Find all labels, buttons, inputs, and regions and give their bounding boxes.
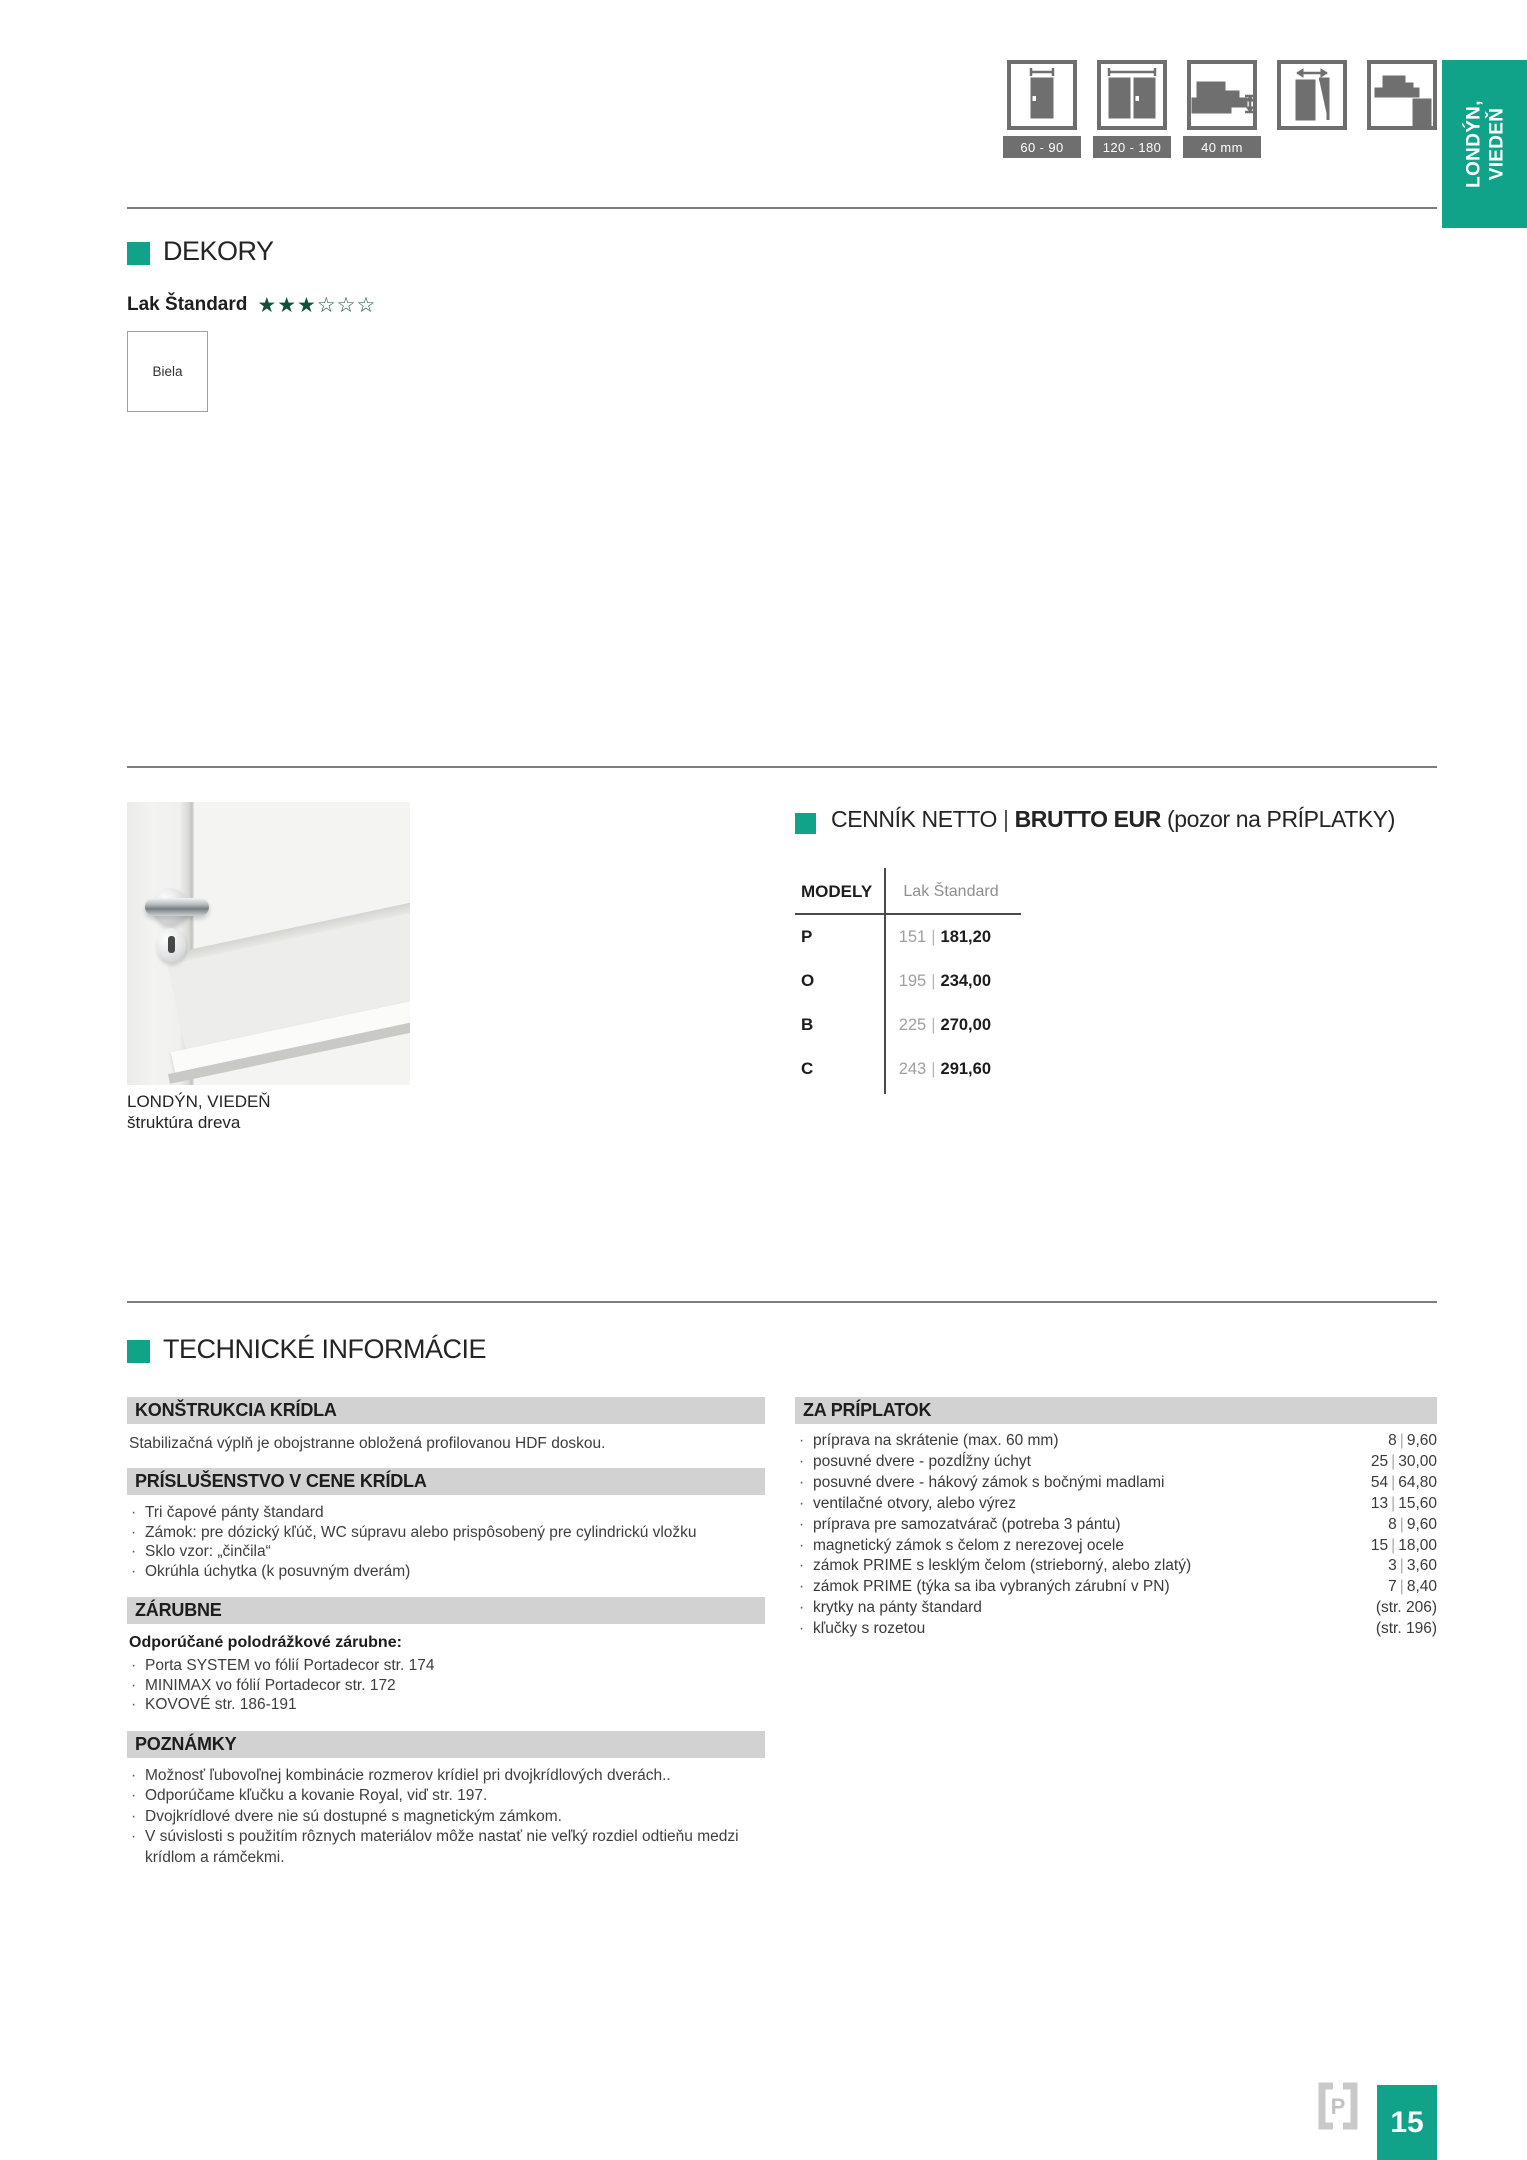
list-item-text: Sklo vzor: „činčila“ <box>145 1543 271 1560</box>
surcharge-price <box>1370 1598 1437 1619</box>
price-separator: | <box>931 928 936 946</box>
thickness-label <box>1183 136 1261 158</box>
bullet-dot: · <box>131 1504 137 1521</box>
bullet-dot: · <box>131 1543 137 1560</box>
brutto-value: 291,60 <box>940 1060 991 1078</box>
bullet-dot: · <box>131 1787 137 1804</box>
list-item <box>127 1523 765 1543</box>
price-table <box>795 868 1021 1098</box>
door-photo <box>127 802 410 1085</box>
brutto-value: 234,00 <box>940 972 991 990</box>
surcharge-row <box>795 1619 1437 1640</box>
surcharge-netto: 15 <box>1370 1536 1389 1554</box>
surcharge-price <box>1388 1431 1437 1452</box>
list-item-text: Tri čapové pánty štandard <box>145 1504 324 1521</box>
surcharge-row <box>795 1494 1437 1515</box>
collection-tab <box>1442 60 1527 228</box>
surcharge-price <box>1388 1577 1437 1598</box>
price-separator: | <box>1391 1536 1396 1554</box>
construction-heading: KONŠTRUKCIA KRÍDLA <box>127 1397 765 1424</box>
price-separator: | <box>1399 1557 1404 1575</box>
list-item <box>127 1766 765 1787</box>
color-swatch-biela <box>127 331 208 412</box>
single-door-width-icon <box>1007 60 1077 130</box>
surcharge-brutto: 8,40 <box>1406 1578 1437 1596</box>
surcharge-brutto: 3,60 <box>1406 1557 1437 1575</box>
list-item-text: KOVOVÉ str. 186-191 <box>145 1696 297 1713</box>
bullet-dot: · <box>799 1599 805 1617</box>
surcharge-netto: 25 <box>1370 1452 1389 1470</box>
surcharge-row <box>795 1452 1437 1473</box>
size-range-label <box>1093 136 1171 158</box>
thickness-text: 40 mm <box>1201 139 1243 155</box>
notes-list <box>127 1766 765 1869</box>
surcharge-label: krytky na pánty štandard <box>813 1599 982 1617</box>
surcharge-price <box>1388 1515 1437 1536</box>
frames-list <box>127 1656 765 1715</box>
brutto-value: 270,00 <box>940 1016 991 1034</box>
list-item <box>127 1562 765 1582</box>
surcharge-label: magnetický zámok s čelom z nerezovej ocele <box>813 1536 1124 1554</box>
surcharge-label: príprava na skrátenie (max. 60 mm) <box>813 1432 1059 1449</box>
size-range-text: 60 - 90 <box>1020 139 1064 155</box>
pricing-title-brutto: BRUTTO EUR <box>1014 806 1161 832</box>
list-item <box>127 1542 765 1562</box>
surcharge-label-wrap <box>795 1431 1059 1452</box>
size-range-label <box>1003 136 1081 158</box>
collection-tab-label <box>1442 60 1527 228</box>
keyhole <box>168 936 175 953</box>
list-item-text: Možnosť ľubovoľnej kombinácie rozmerov krídiel pri dvojkrídlových dverách.. <box>145 1766 671 1784</box>
accessories-list <box>127 1503 765 1581</box>
surcharge-label-wrap <box>795 1598 982 1619</box>
section-marker <box>127 1340 150 1363</box>
surcharge-row <box>795 1536 1437 1557</box>
surcharge-label: zámok PRIME s lesklým čelom (strieborný, alebo zlatý) <box>813 1557 1192 1575</box>
frames-heading: ZÁRUBNE <box>127 1597 765 1624</box>
sliding-door-icon <box>1277 60 1347 130</box>
surcharge-brutto: 9,60 <box>1406 1515 1437 1533</box>
bullet-dot: · <box>131 1562 137 1580</box>
surcharge-price <box>1371 1536 1437 1557</box>
price-cell <box>899 972 991 991</box>
price-table-rows <box>795 915 1021 1091</box>
surcharge-page-ref: (str. 196) <box>1375 1620 1437 1638</box>
bullet-dot: · <box>799 1557 805 1575</box>
surcharge-label-wrap <box>795 1619 925 1640</box>
finish-name: Lak Štandard <box>127 294 248 315</box>
section-marker <box>127 242 150 265</box>
surcharges-heading: ZA PRÍPLATOK <box>795 1397 1437 1424</box>
surcharge-label-wrap <box>795 1536 1124 1557</box>
surcharge-label-wrap <box>795 1577 1170 1598</box>
brutto-value: 181,20 <box>940 928 991 946</box>
table-row <box>795 1003 1021 1047</box>
model-cell: B <box>801 1015 814 1034</box>
bullet-dot: · <box>131 1828 137 1845</box>
list-item-text: Zámok: pre dózický kľúč, WC súpravu alebo prispôsobený pre cylindrickú vložku <box>145 1523 697 1541</box>
frames-subheading: Odporúčané polodrážkové zárubne: <box>129 1634 402 1651</box>
model-cell: O <box>801 971 815 990</box>
construction-body: Stabilizačná výplň je obojstranne obložená profilovanou HDF doskou. <box>129 1435 606 1452</box>
finish-line <box>127 294 376 316</box>
table-row <box>795 959 1021 1003</box>
list-item-text: Odporúčame kľučku a kovanie Royal, viď str. 197. <box>145 1787 488 1804</box>
surcharge-brutto: 30,00 <box>1398 1452 1437 1470</box>
collection-name-line1: LONDÝN, <box>1462 100 1484 188</box>
model-cell: P <box>801 927 813 946</box>
surcharge-label-wrap <box>795 1515 1121 1536</box>
list-item <box>127 1695 765 1715</box>
surcharge-netto: 3 <box>1388 1557 1397 1575</box>
netto-value: 243 <box>898 1060 927 1078</box>
price-separator: | <box>931 1060 936 1078</box>
page-number-box <box>1377 2085 1437 2160</box>
bullet-dot: · <box>131 1657 137 1674</box>
surcharge-price <box>1371 1494 1437 1515</box>
model-cell: C <box>801 1059 814 1078</box>
price-separator: | <box>1391 1473 1396 1491</box>
surcharge-brutto: 64,80 <box>1398 1473 1437 1491</box>
list-item <box>127 1676 765 1696</box>
list-item-text: Okrúhla úchytka (k posuvným dverám) <box>145 1562 411 1580</box>
surcharge-label-wrap <box>795 1473 1164 1494</box>
door-thickness-icon <box>1187 60 1257 130</box>
list-item <box>127 1807 765 1828</box>
surcharge-price <box>1388 1556 1437 1577</box>
swatch-label: Biela <box>152 364 183 379</box>
bullet-dot: · <box>799 1620 805 1638</box>
column-header-finish: Lak Štandard <box>903 883 999 900</box>
bullet-dot: · <box>799 1536 805 1554</box>
surcharge-netto: 13 <box>1370 1494 1389 1512</box>
surcharge-label: kľučky s rozetou <box>813 1620 926 1638</box>
bullet-dot: · <box>799 1452 805 1470</box>
bullet-dot: · <box>799 1515 805 1533</box>
list-item-text: MINIMAX vo fólií Portadecor str. 172 <box>145 1676 396 1694</box>
list-item <box>127 1503 765 1523</box>
door-handle-lever <box>145 898 209 916</box>
table-row <box>795 915 1021 959</box>
surcharge-price <box>1371 1452 1437 1473</box>
list-item-text: V súvislosti s použitím rôznych materiálov môže nastať nie veľký rozdiel odtieňu medzi krídlom a rámčekmi. <box>145 1828 739 1866</box>
bullet-dot: · <box>131 1676 137 1694</box>
bullet-dot: · <box>799 1578 805 1596</box>
price-separator: | <box>1391 1494 1396 1512</box>
price-separator: | <box>1399 1515 1404 1533</box>
surcharge-brutto: 9,60 <box>1406 1432 1437 1449</box>
size-range-text: 120 - 180 <box>1102 139 1162 155</box>
surcharge-label: posuvné dvere - hákový zámok s bočnými madlami <box>813 1473 1165 1491</box>
surcharge-row <box>795 1577 1437 1598</box>
rebated-edge-icon <box>1367 60 1437 130</box>
bullet-dot: · <box>799 1473 805 1491</box>
surcharge-netto: 54 <box>1370 1473 1389 1491</box>
surcharge-label: posuvné dvere - pozdĺžny úchyt <box>813 1452 1031 1470</box>
list-item <box>127 1827 765 1868</box>
surcharges-list <box>795 1431 1437 1640</box>
divider-rule <box>127 1301 1437 1303</box>
price-cell <box>899 928 991 947</box>
surcharge-label: príprava pre samozatvárač (potreba 3 pántu) <box>813 1515 1121 1533</box>
tech-left-column <box>127 1397 765 1884</box>
page-number: 15 <box>1390 2105 1424 2139</box>
surcharge-row <box>795 1598 1437 1619</box>
surcharge-label-wrap <box>795 1494 1016 1515</box>
netto-value: 195 <box>898 972 927 990</box>
price-cell <box>899 1060 991 1079</box>
price-separator: | <box>1391 1452 1396 1470</box>
star-rating: ★★★☆☆☆ <box>257 293 377 317</box>
surcharge-label-wrap <box>795 1556 1191 1577</box>
pricing-title-note: (pozor na PRÍPLATKY) <box>1166 806 1396 832</box>
netto-value: 225 <box>898 1016 927 1034</box>
price-separator: | <box>1399 1578 1404 1596</box>
bullet-dot: · <box>131 1807 137 1825</box>
surcharge-label-wrap <box>795 1452 1031 1473</box>
surcharge-row <box>795 1515 1437 1536</box>
list-item-text: Porta SYSTEM vo fólií Portadecor str. 174 <box>145 1657 435 1674</box>
divider-rule <box>127 207 1437 209</box>
pricing-title-separator: | <box>1003 806 1009 832</box>
surcharge-netto: 8 <box>1388 1432 1397 1449</box>
pricing-title-netto: CENNÍK NETTO <box>831 806 998 832</box>
accessories-heading: PRÍSLUŠENSTVO V CENE KRÍDLA <box>127 1468 765 1495</box>
brand-letter: P <box>1330 2094 1346 2119</box>
column-header-models: MODELY <box>801 882 873 901</box>
netto-value: 151 <box>898 928 927 946</box>
price-separator: | <box>931 1016 936 1034</box>
price-cell <box>899 1016 991 1035</box>
surcharge-price <box>1371 1473 1437 1494</box>
porta-brand-logo <box>1316 2081 1360 2131</box>
price-separator: | <box>1399 1432 1404 1449</box>
bullet-dot: · <box>131 1523 137 1541</box>
collection-name-line2: VIEDEŇ <box>1485 107 1507 181</box>
surcharge-price <box>1370 1619 1437 1640</box>
tech-section-title: TECHNICKÉ INFORMÁCIE <box>163 1334 487 1364</box>
surcharge-row <box>795 1556 1437 1577</box>
notes-heading: POZNÁMKY <box>127 1731 765 1758</box>
surcharge-brutto: 18,00 <box>1398 1536 1437 1554</box>
list-item-text: Dvojkrídlové dvere nie sú dostupné s magnetickým zámkom. <box>145 1807 562 1825</box>
dekory-section-title: DEKORY <box>163 236 274 266</box>
list-item <box>127 1786 765 1807</box>
photo-caption-line2: štruktúra dreva <box>127 1113 241 1132</box>
photo-caption <box>127 1091 271 1133</box>
divider-rule <box>127 766 1437 768</box>
photo-caption-line1: LONDÝN, VIEDEŇ <box>127 1092 271 1111</box>
section-marker <box>795 813 816 834</box>
surcharge-row <box>795 1473 1437 1494</box>
surcharge-brutto: 15,60 <box>1398 1494 1437 1512</box>
bullet-dot: · <box>799 1494 805 1512</box>
tech-right-column <box>795 1397 1437 1640</box>
pricing-section-title <box>831 806 1395 833</box>
bullet-dot: · <box>131 1766 137 1784</box>
price-separator: | <box>931 972 936 990</box>
surcharge-row <box>795 1431 1437 1452</box>
surcharge-label: ventilačné otvory, alebo výrez <box>813 1494 1017 1512</box>
bullet-dot: · <box>131 1696 137 1713</box>
bullet-dot: · <box>799 1432 805 1449</box>
list-item <box>127 1656 765 1676</box>
table-row <box>795 1047 1021 1091</box>
surcharge-netto: 8 <box>1388 1515 1397 1533</box>
surcharge-netto: 7 <box>1388 1578 1397 1596</box>
double-door-width-icon <box>1097 60 1167 130</box>
surcharge-label: zámok PRIME (týka sa iba vybraných zárubní v PN) <box>813 1578 1170 1596</box>
surcharge-page-ref: (str. 206) <box>1375 1599 1437 1617</box>
